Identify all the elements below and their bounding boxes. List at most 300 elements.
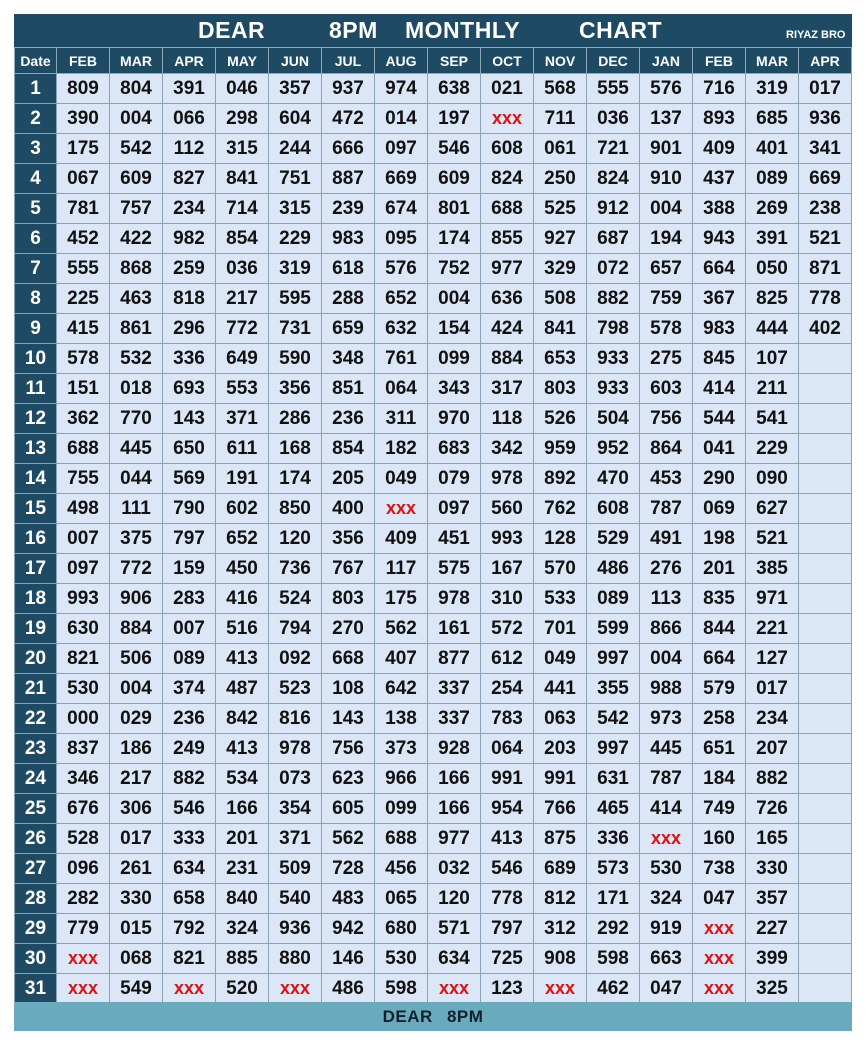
result-cell: 160 <box>693 824 746 854</box>
table-row <box>15 314 852 344</box>
result-cell: 658 <box>163 884 216 914</box>
result-cell: 491 <box>640 524 693 554</box>
result-cell: 186 <box>110 734 163 764</box>
result-cell: 555 <box>57 254 110 284</box>
result-cell: 653 <box>534 344 587 374</box>
result-cell: 631 <box>587 764 640 794</box>
result-cell: 609 <box>428 164 481 194</box>
column-header-date: Date <box>15 48 57 74</box>
result-cell: 046 <box>216 74 269 104</box>
result-cell: 571 <box>428 914 481 944</box>
result-cell: 726 <box>746 794 799 824</box>
result-cell: 049 <box>375 464 428 494</box>
result-cell: 755 <box>57 464 110 494</box>
result-cell: 943 <box>693 224 746 254</box>
empty-cell <box>799 914 852 944</box>
result-cell: 244 <box>269 134 322 164</box>
result-cell: 269 <box>746 194 799 224</box>
date-cell: 11 <box>15 374 57 404</box>
column-header-month: FEB <box>693 48 746 74</box>
result-cell: 604 <box>269 104 322 134</box>
result-cell: 657 <box>640 254 693 284</box>
result-cell: 143 <box>163 404 216 434</box>
result-cell: 534 <box>216 764 269 794</box>
result-cell: 127 <box>746 644 799 674</box>
date-cell: 26 <box>15 824 57 854</box>
result-cell: 927 <box>534 224 587 254</box>
table-row <box>15 614 852 644</box>
result-cell: 324 <box>216 914 269 944</box>
result-cell: 049 <box>534 644 587 674</box>
result-cell: 337 <box>428 704 481 734</box>
result-cell: 952 <box>587 434 640 464</box>
result-cell: 211 <box>746 374 799 404</box>
result-cell: 794 <box>269 614 322 644</box>
result-cell: 651 <box>693 734 746 764</box>
column-header-month: MAY <box>216 48 269 74</box>
result-cell: 498 <box>57 494 110 524</box>
table-row <box>15 884 852 914</box>
result-cell: 936 <box>799 104 852 134</box>
result-cell: 942 <box>322 914 375 944</box>
result-cell: 688 <box>375 824 428 854</box>
result-cell: 910 <box>640 164 693 194</box>
result-cell: 407 <box>375 644 428 674</box>
empty-cell <box>799 734 852 764</box>
result-cell: 901 <box>640 134 693 164</box>
result-cell: 508 <box>534 284 587 314</box>
result-cell: 544 <box>693 404 746 434</box>
result-cell: 766 <box>534 794 587 824</box>
result-cell: 097 <box>428 494 481 524</box>
result-cell: 029 <box>110 704 163 734</box>
result-cell: 688 <box>481 194 534 224</box>
date-cell: 6 <box>15 224 57 254</box>
result-cell: 445 <box>110 434 163 464</box>
result-cell: 069 <box>693 494 746 524</box>
empty-cell <box>799 374 852 404</box>
table-row <box>15 464 852 494</box>
result-cell: 238 <box>799 194 852 224</box>
result-cell: 401 <box>746 134 799 164</box>
result-cell: 201 <box>216 824 269 854</box>
result-cell: 855 <box>481 224 534 254</box>
date-cell: 13 <box>15 434 57 464</box>
result-cell: 778 <box>799 284 852 314</box>
result-cell: 638 <box>428 74 481 104</box>
result-cell: 128 <box>534 524 587 554</box>
result-cell: 064 <box>375 374 428 404</box>
result-cell: 061 <box>534 134 587 164</box>
result-cell: 882 <box>587 284 640 314</box>
result-cell: 371 <box>216 404 269 434</box>
column-header-month: JUN <box>269 48 322 74</box>
result-cell: 555 <box>587 74 640 104</box>
column-header-month: FEB <box>57 48 110 74</box>
result-cell: 413 <box>481 824 534 854</box>
result-cell: 089 <box>163 644 216 674</box>
result-cell: 687 <box>587 224 640 254</box>
result-cell: 154 <box>428 314 481 344</box>
result-cell: 529 <box>587 524 640 554</box>
result-cell: 841 <box>534 314 587 344</box>
result-cell: 483 <box>322 884 375 914</box>
date-cell: 31 <box>15 974 57 1004</box>
result-cell: 978 <box>269 734 322 764</box>
result-cell: 306 <box>110 794 163 824</box>
date-cell: 27 <box>15 854 57 884</box>
result-cell: 017 <box>746 674 799 704</box>
result-cell: 462 <box>587 974 640 1004</box>
column-header-month: DEC <box>587 48 640 74</box>
result-cell: 630 <box>57 614 110 644</box>
result-cell: 441 <box>534 674 587 704</box>
result-cell: 578 <box>57 344 110 374</box>
date-cell: 24 <box>15 764 57 794</box>
result-cell: 906 <box>110 584 163 614</box>
result-cell: 797 <box>163 524 216 554</box>
result-cell: 877 <box>428 644 481 674</box>
result-cell: 143 <box>322 704 375 734</box>
result-cell: 578 <box>640 314 693 344</box>
table-row <box>15 194 852 224</box>
result-cell: 225 <box>57 284 110 314</box>
date-cell: 5 <box>15 194 57 224</box>
result-cell: 097 <box>375 134 428 164</box>
result-cell: 882 <box>163 764 216 794</box>
result-cell: 017 <box>799 74 852 104</box>
result-cell: 666 <box>322 134 375 164</box>
result-cell: 112 <box>163 134 216 164</box>
result-cell: 099 <box>428 344 481 374</box>
result-cell: 816 <box>269 704 322 734</box>
result-cell: 362 <box>57 404 110 434</box>
result-cell: 825 <box>746 284 799 314</box>
result-cell: 840 <box>216 884 269 914</box>
result-cell: 282 <box>57 884 110 914</box>
empty-cell <box>799 854 852 884</box>
column-header-month: NOV <box>534 48 587 74</box>
result-cell: 451 <box>428 524 481 554</box>
result-cell: 993 <box>481 524 534 554</box>
empty-cell <box>799 584 852 614</box>
result-cell: 276 <box>640 554 693 584</box>
table-row <box>15 734 852 764</box>
result-cell: 371 <box>269 824 322 854</box>
result-cell: 167 <box>481 554 534 584</box>
result-cell: 424 <box>481 314 534 344</box>
missing-result-cell: xxx <box>693 974 746 1004</box>
table-row <box>15 434 852 464</box>
result-cell: 854 <box>216 224 269 254</box>
result-cell: 161 <box>428 614 481 644</box>
result-cell: 844 <box>693 614 746 644</box>
date-cell: 8 <box>15 284 57 314</box>
result-cell: 530 <box>57 674 110 704</box>
result-cell: 341 <box>799 134 852 164</box>
result-cell: 761 <box>375 344 428 374</box>
result-cell: 749 <box>693 794 746 824</box>
result-cell: 123 <box>481 974 534 1004</box>
result-cell: 959 <box>534 434 587 464</box>
date-cell: 30 <box>15 944 57 974</box>
result-cell: 908 <box>534 944 587 974</box>
result-cell: 603 <box>640 374 693 404</box>
missing-result-cell: xxx <box>640 824 693 854</box>
result-cell: 524 <box>269 584 322 614</box>
result-cell: 602 <box>216 494 269 524</box>
column-header-month: MAR <box>110 48 163 74</box>
result-cell: 693 <box>163 374 216 404</box>
result-cell: 954 <box>481 794 534 824</box>
result-cell: 399 <box>746 944 799 974</box>
date-cell: 19 <box>15 614 57 644</box>
column-header-month: MAR <box>746 48 799 74</box>
result-cell: 731 <box>269 314 322 344</box>
result-cell: 388 <box>693 194 746 224</box>
result-cell: 772 <box>216 314 269 344</box>
table-row <box>15 674 852 704</box>
result-cell: 324 <box>640 884 693 914</box>
result-cell: 168 <box>269 434 322 464</box>
result-cell: 632 <box>375 314 428 344</box>
result-cell: 108 <box>322 674 375 704</box>
result-cell: 562 <box>375 614 428 644</box>
result-cell: 803 <box>322 584 375 614</box>
result-cell: 373 <box>375 734 428 764</box>
result-cell: 966 <box>375 764 428 794</box>
table-row <box>15 494 852 524</box>
result-cell: 120 <box>269 524 322 554</box>
chart-frame <box>14 14 852 1031</box>
result-cell: 096 <box>57 854 110 884</box>
result-cell: 375 <box>110 524 163 554</box>
result-cell: 728 <box>322 854 375 884</box>
result-cell: 884 <box>110 614 163 644</box>
result-cell: 231 <box>216 854 269 884</box>
result-cell: 546 <box>481 854 534 884</box>
result-cell: 642 <box>375 674 428 704</box>
result-cell: 097 <box>57 554 110 584</box>
result-cell: 612 <box>481 644 534 674</box>
result-cell: 254 <box>481 674 534 704</box>
result-cell: 991 <box>534 764 587 794</box>
empty-cell <box>799 524 852 554</box>
result-cell: 523 <box>269 674 322 704</box>
result-cell: 201 <box>693 554 746 584</box>
result-cell: 634 <box>428 944 481 974</box>
result-cell: 974 <box>375 74 428 104</box>
result-cell: 736 <box>269 554 322 584</box>
result-cell: 721 <box>587 134 640 164</box>
result-cell: 413 <box>216 644 269 674</box>
result-cell: 652 <box>375 284 428 314</box>
result-cell: 770 <box>110 404 163 434</box>
result-cell: 249 <box>163 734 216 764</box>
date-cell: 15 <box>15 494 57 524</box>
result-cell: 821 <box>57 644 110 674</box>
table-row <box>15 524 852 554</box>
table-row <box>15 794 852 824</box>
result-cell: 912 <box>587 194 640 224</box>
result-cell: 812 <box>534 884 587 914</box>
empty-cell <box>799 974 852 1004</box>
result-cell: 530 <box>375 944 428 974</box>
result-cell: 576 <box>375 254 428 284</box>
result-cell: 797 <box>481 914 534 944</box>
result-cell: 018 <box>110 374 163 404</box>
result-cell: 203 <box>534 734 587 764</box>
result-cell: 608 <box>481 134 534 164</box>
table-row <box>15 554 852 584</box>
result-cell: 880 <box>269 944 322 974</box>
result-cell: 842 <box>216 704 269 734</box>
result-cell: 486 <box>322 974 375 1004</box>
result-cell: 072 <box>587 254 640 284</box>
result-cell: 866 <box>640 614 693 644</box>
table-row <box>15 134 852 164</box>
empty-cell <box>799 464 852 494</box>
result-cell: 701 <box>534 614 587 644</box>
result-cell: 073 <box>269 764 322 794</box>
result-cell: 182 <box>375 434 428 464</box>
date-cell: 18 <box>15 584 57 614</box>
result-cell: 778 <box>481 884 534 914</box>
result-cell: 973 <box>640 704 693 734</box>
result-cell: 400 <box>322 494 375 524</box>
result-cell: 414 <box>640 794 693 824</box>
result-cell: 015 <box>110 914 163 944</box>
result-cell: 572 <box>481 614 534 644</box>
result-cell: 623 <box>322 764 375 794</box>
result-cell: 933 <box>587 344 640 374</box>
result-cell: 065 <box>375 884 428 914</box>
result-cell: 000 <box>57 704 110 734</box>
result-cell: 634 <box>163 854 216 884</box>
result-cell: 113 <box>640 584 693 614</box>
result-cell: 683 <box>428 434 481 464</box>
result-cell: 205 <box>322 464 375 494</box>
table-row <box>15 584 852 614</box>
result-cell: 650 <box>163 434 216 464</box>
result-cell: 936 <box>269 914 322 944</box>
result-cell: 191 <box>216 464 269 494</box>
table-row <box>15 74 852 104</box>
result-cell: 311 <box>375 404 428 434</box>
title-word-chart: CHART <box>579 17 662 43</box>
result-cell: 779 <box>57 914 110 944</box>
result-cell: 971 <box>746 584 799 614</box>
result-cell: 089 <box>587 584 640 614</box>
result-cell: 767 <box>322 554 375 584</box>
date-cell: 21 <box>15 674 57 704</box>
result-cell: 275 <box>640 344 693 374</box>
result-cell: 174 <box>428 224 481 254</box>
result-cell: 333 <box>163 824 216 854</box>
result-cell: 798 <box>587 314 640 344</box>
result-cell: 636 <box>481 284 534 314</box>
result-cell: 270 <box>322 614 375 644</box>
result-cell: 541 <box>746 404 799 434</box>
result-cell: 175 <box>57 134 110 164</box>
result-cell: 236 <box>163 704 216 734</box>
result-cell: 680 <box>375 914 428 944</box>
result-cell: 530 <box>640 854 693 884</box>
result-cell: 676 <box>57 794 110 824</box>
result-cell: 893 <box>693 104 746 134</box>
column-header-month: AUG <box>375 48 428 74</box>
results-table <box>14 47 852 1004</box>
result-cell: 095 <box>375 224 428 254</box>
result-cell: 234 <box>163 194 216 224</box>
result-cell: 453 <box>640 464 693 494</box>
footer-bar <box>14 1002 852 1031</box>
result-cell: 171 <box>587 884 640 914</box>
brand-label: RIYAZ BRO <box>786 29 846 41</box>
table-row <box>15 974 852 1004</box>
result-cell: 549 <box>110 974 163 1004</box>
result-cell: 032 <box>428 854 481 884</box>
table-row <box>15 824 852 854</box>
result-cell: 283 <box>163 584 216 614</box>
result-cell: 355 <box>587 674 640 704</box>
result-cell: 978 <box>481 464 534 494</box>
result-cell: 803 <box>534 374 587 404</box>
result-cell: 292 <box>587 914 640 944</box>
result-cell: 044 <box>110 464 163 494</box>
result-cell: 067 <box>57 164 110 194</box>
result-cell: 542 <box>110 134 163 164</box>
result-cell: 772 <box>110 554 163 584</box>
result-cell: 933 <box>587 374 640 404</box>
result-cell: 090 <box>746 464 799 494</box>
result-cell: 068 <box>110 944 163 974</box>
table-row <box>15 224 852 254</box>
result-cell: 329 <box>534 254 587 284</box>
result-cell: 290 <box>693 464 746 494</box>
result-cell: 664 <box>693 644 746 674</box>
result-cell: 166 <box>428 794 481 824</box>
date-cell: 22 <box>15 704 57 734</box>
result-cell: 319 <box>269 254 322 284</box>
result-cell: 450 <box>216 554 269 584</box>
result-cell: 236 <box>322 404 375 434</box>
header-row <box>15 48 852 74</box>
result-cell: 532 <box>110 344 163 374</box>
result-cell: 598 <box>587 944 640 974</box>
result-cell: 416 <box>216 584 269 614</box>
result-cell: 004 <box>428 284 481 314</box>
result-cell: 845 <box>693 344 746 374</box>
result-cell: 787 <box>640 494 693 524</box>
result-cell: 970 <box>428 404 481 434</box>
result-cell: 983 <box>693 314 746 344</box>
column-header-month: JUL <box>322 48 375 74</box>
result-cell: 007 <box>57 524 110 554</box>
result-cell: 470 <box>587 464 640 494</box>
result-cell: 576 <box>640 74 693 104</box>
result-cell: 546 <box>428 134 481 164</box>
table-row <box>15 284 852 314</box>
date-cell: 2 <box>15 104 57 134</box>
result-cell: 413 <box>216 734 269 764</box>
result-cell: 983 <box>322 224 375 254</box>
result-cell: 229 <box>269 224 322 254</box>
empty-cell <box>799 794 852 824</box>
result-cell: 562 <box>322 824 375 854</box>
result-cell: 004 <box>110 674 163 704</box>
result-cell: 452 <box>57 224 110 254</box>
